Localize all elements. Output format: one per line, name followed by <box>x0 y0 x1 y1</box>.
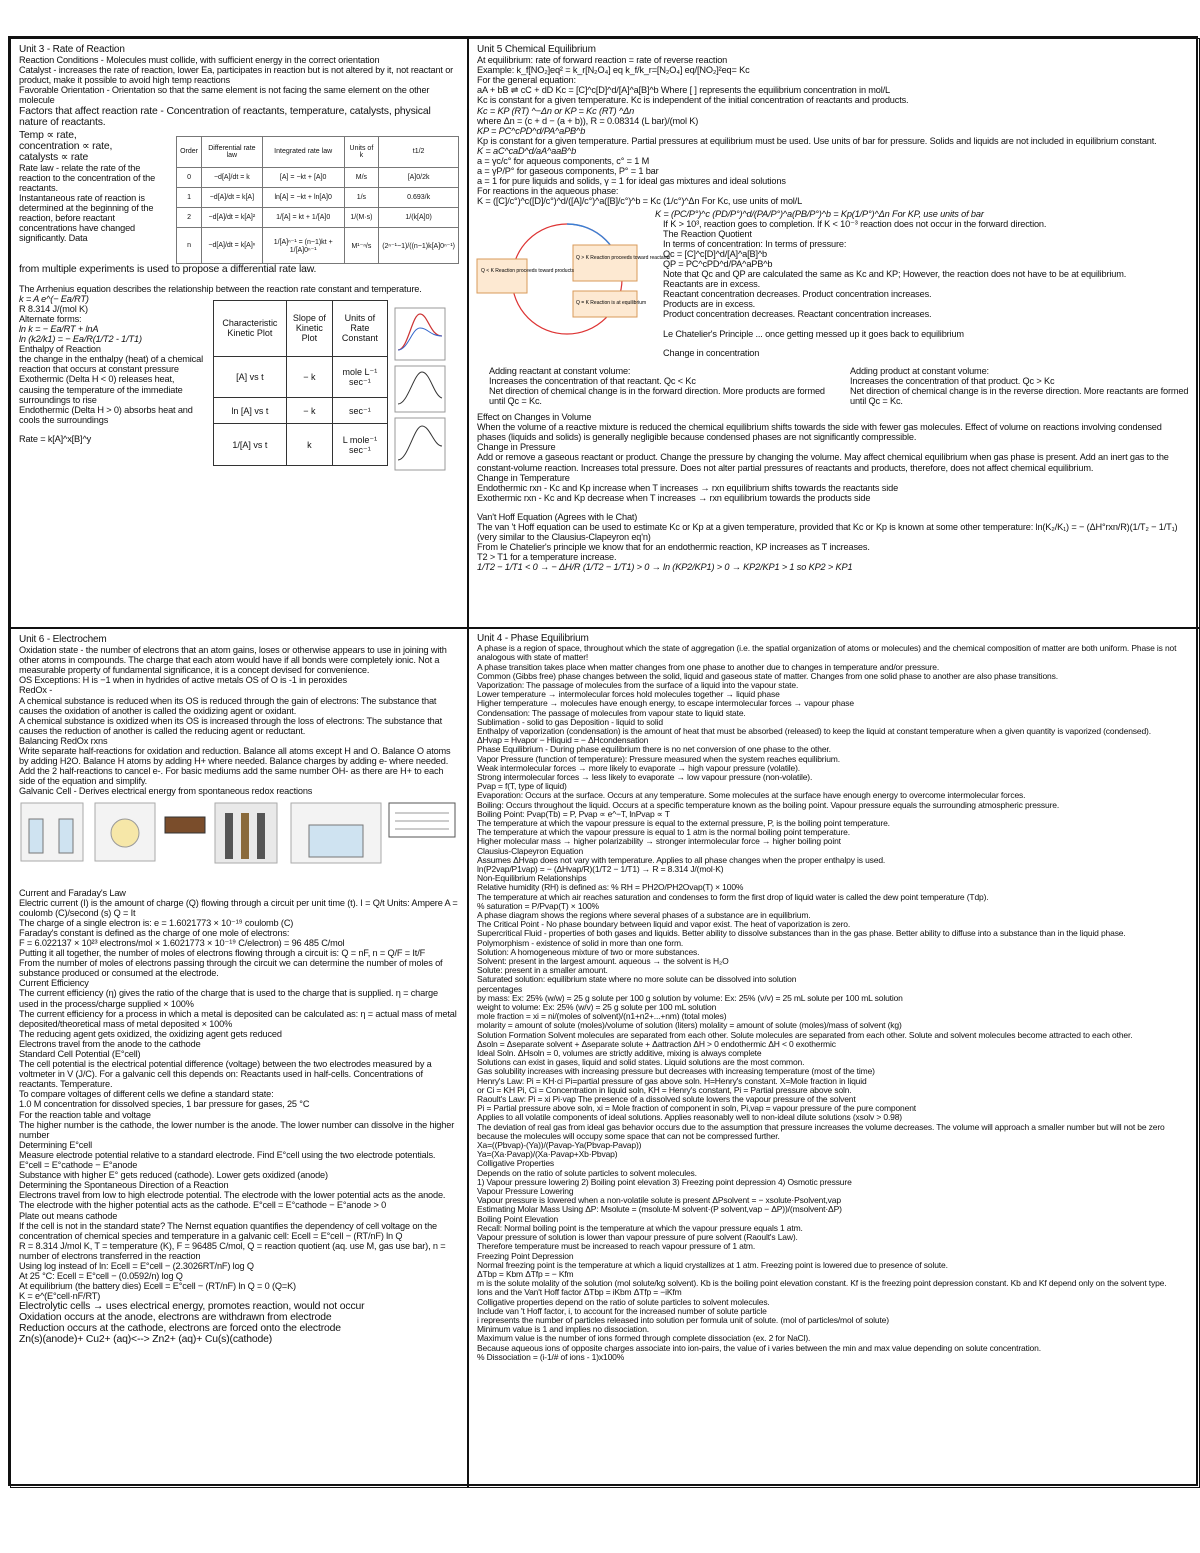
text-line: The higher number is the cathode, the lower number is the anode. The lower number can dissolve in the higher number <box>19 1119 455 1140</box>
table-header: Slope of Kinetic Plot <box>286 300 332 357</box>
text-line: QP = PC^cPD^d/PA^aPB^b <box>663 258 773 269</box>
text-line: Product concentration decreases. Reactant concentration increases. <box>663 309 932 320</box>
text-line: A phase is a region of space, throughout which the state of aggregation (i.e. the spatial organization of atoms or molecules) and the chemical composition of matter are both uniform. Phase is not analogous with state of matter! <box>477 643 1177 663</box>
text-line: Estimating Molar Mass Using ΔP: Msolute = (msolute·M solvent·(P solvent,vap − ΔP))/(msolvent·ΔP) <box>477 1204 842 1215</box>
text-line: Change in Pressure <box>477 442 556 453</box>
text-line: Common (Gibbs free) phase changes between the solid, liquid and gaseous state of matter. Changes from one solid phase to another are also phase transitions. <box>477 670 1058 681</box>
text-line: Recall: Normal boiling point is the temperature at which the vapour pressure equals 1 atm. <box>477 1222 803 1233</box>
text-line: For the general equation: <box>477 75 576 86</box>
table-row <box>177 208 459 228</box>
formula: k = A e^(− Ea/RT) <box>19 293 89 304</box>
text-line: Effect on Changes in Volume <box>477 412 592 423</box>
text-line: The van 't Hoff equation can be used to estimate Kc or Kp at a given temperature, provided that Kc or Kp is known at some other temperature: ln(K₂/K₁) = − (ΔH°rxn/R)(1/T₂ − 1/T₁) (very similar to the Clausius-Clapeyron eq'n) <box>477 522 1178 543</box>
table-cell: [A]0/2k <box>379 168 459 188</box>
table-header: t1/2 <box>379 136 459 168</box>
text-line: Δsoln = Δseparate solvent + Δseparate solute + Δattraction ΔH > 0 endothermic ΔH < 0 exothermic <box>477 1038 836 1049</box>
text-line: Net direction of chemical change is in the reverse direction. More reactants are formed until Qc = Kc. <box>850 385 1189 406</box>
text-line: Electrons travel from low to high electrode potential. The electrode with the lower potential acts as the anode. The electrode with the higher potential acts as the cathode. E°cell = E°cathode − E°anode > 0 <box>19 1190 446 1211</box>
text-line: ΔHvap = Hvapor − Hliquid = − ΔHcondensation <box>477 735 649 746</box>
text-line: weight to volume: Ex: 25% (w/v) = 25 g solute per 100 mL solution <box>477 1002 717 1013</box>
text-line: The current efficiency for a process in which a metal is deposited can be calculated as: η = actual mass of metal deposited/theoretical mass of metal deposited × 100% <box>19 1008 457 1029</box>
text-line: Favorable Orientation - Orientation so that the same element is not facing the same element on the other molecule <box>19 85 430 106</box>
text-line: ΔTbp = Kbm ΔTfp = − Kfm <box>477 1268 574 1279</box>
table-cell: k <box>286 424 332 465</box>
text-line: Electrolytic cells → uses electrical energy, promotes reaction, would not occur <box>19 1301 365 1313</box>
text-line: nature of reactants. <box>19 116 106 128</box>
text-line: the change in the enthalpy (heat) of a chemical reaction that occurs at constant pressure <box>19 354 203 375</box>
text-line: For reactions in the aqueous phase: <box>477 186 619 197</box>
table-header: Units of Rate Constant <box>332 300 387 357</box>
text-line: Note that Qc and QP are calculated the same as Kc and KP; However, the reaction does not have to be at equilibrium. <box>663 269 1127 280</box>
unit4-panel <box>468 628 1200 1488</box>
table-header: Units of k <box>344 136 379 168</box>
text-line: Qc = [C]^c[D]^d/[A]^a[B]^b <box>663 248 767 259</box>
formula: ln (k2/k1) = − Ea/R(1/T2 - 1/T1) <box>19 334 142 345</box>
text-line: Exothermic (Delta H < 0) releases heat, causing the temperature of the immediate surroundings to rise <box>19 374 183 405</box>
text-line: At 25 °C: Ecell = E°cell − (0.0592/n) log Q <box>19 1271 183 1282</box>
text-line: percentages <box>477 983 523 994</box>
text-line: Endothermic rxn - Kc and Kp increase when T increases → rxn equilibrium shifts towards the reactants side <box>477 482 899 493</box>
text-line: The temperature at which the vapour pressure is equal to the external pressure, P, is the boiling point temperature. <box>477 817 890 828</box>
table-cell: M/s <box>344 168 379 188</box>
text-line: Solution: A homogeneous mixture of two or more substances. <box>477 946 700 957</box>
text-line: Solution Formation Solvent molecules are separated from each other. Solute molecules are separated from each other. Solute and solvent molecules become attracted to each other. <box>477 1029 1133 1040</box>
table-cell: −d[A]/dt = k[A] <box>202 188 263 208</box>
rate-law: Rate = k[A]^x[B]^y <box>19 433 92 444</box>
text-line: Maximum value is the number of ions formed through complete dissociation (ex. 2 for NaCl). <box>477 1333 811 1344</box>
text-line: Minimum value is 1 and implies no dissociation. <box>477 1324 650 1335</box>
text-line: When the volume of a reactive mixture is reduced the chemical equilibrium shifts towards the side with fewer gas molecules. Effect of volume on reactions involving condensed phases (liquids and solids) is generally negligible because condensed phases are not significantly compressible. <box>477 422 1162 443</box>
text-line: Temp ∝ rate, <box>19 129 77 141</box>
text-line: Higher temperature → molecules have enough energy, to escape intermolecular forces → vapour phase <box>477 698 854 709</box>
text-line: by mass: Ex: 25% (w/w) = 25 g solute per 100 g solution by volume: Ex: 25% (v/v) = 25 mL solute per 100 mL solution <box>477 992 903 1003</box>
text-line: a = γP/P° for gaseous components, P° = 1 bar <box>477 166 659 177</box>
text-line: Weak intermolecular forces → more likely to evaporate → high vapour pressure (volatile). <box>477 762 801 773</box>
text-line: Change in Temperature <box>477 472 570 483</box>
text-line: At equilibrium (the battery dies) Ecell = E°cell − (RT/nF) ln Q = 0 (Q=K) <box>19 1281 296 1292</box>
text-line: Le Chatelier's Principle ... once getting messed up it goes back to equilibrium <box>663 328 964 339</box>
table-header: Integrated rate law <box>262 136 344 168</box>
table-cell: −d[A]/dt = k <box>202 168 263 188</box>
diagram-box-3-text: Q = K Reaction is at equilibrium <box>576 299 647 306</box>
text-line: Polymorphism - existence of solid in more than one form. <box>477 937 684 948</box>
text-line: Write separate half-reactions for oxidation and reduction. Balance all atoms except H and O. Balance O atoms by adding H2O. Balance H atoms by adding H+ where needed. Balance charges by adding e- where needed. Add the 2 half-reactions to cancel e-. For basic mediums add the same number OH- as there are H+ to each side of the equation and simplify. <box>19 746 451 787</box>
text-line: concentration ∝ rate, <box>19 140 113 152</box>
text-line: Net direction of chemical change is in the forward direction. More products are formed until Qc = Kc. <box>489 385 825 406</box>
text-line: A phase diagram shows the regions where several phases of a substance are in equilibrium. <box>477 909 811 920</box>
text-line: Solute: present in a smaller amount. <box>477 965 608 976</box>
text-line: Rate law - relate the rate of the reaction to the concentration of the reactants. <box>19 162 156 193</box>
text-line: mole fraction = xi = ni/(moles of solvent)/(n1+n2+...+nm) (total moles) <box>477 1011 727 1022</box>
text-line: i represents the number of particles released into solution per formula unit of solute. (mol of particles/mol of solute) <box>477 1314 889 1325</box>
unit4-title: Unit 4 - Phase Equilibrium <box>477 633 589 644</box>
text-line: The current efficiency (η) gives the ratio of the charge that is used to the charge that is supplied. η = charge used in the process/charge supplied × 100% <box>19 988 438 1009</box>
text-line: Plate out means cathode <box>19 1210 118 1221</box>
text-line: Substance with higher E° gets reduced (cathode). Lower gets oxidized (anode) <box>19 1170 328 1181</box>
text-line: Xa=((Pbvap)-(Ya))/(Pavap-Ya(Pbvap-Pavap)) <box>477 1140 642 1151</box>
text-line: The cell potential is the electrical potential difference (voltage) between the two electrodes measured by a voltmeter in V (J/C). For a galvanic cell this depends on: Reactants used in half-cells. Concentrations of reactants. Temperature. <box>19 1059 432 1090</box>
text-line: Determining the Spontaneous Direction of a Reaction <box>19 1180 229 1191</box>
galvanic-cell-figures <box>19 799 459 869</box>
text-line: Raoult's Law: Pi = xi Pi·vap The presence of a dissolved solute lowers the vapour pressure of the solvent <box>477 1094 856 1105</box>
cheat-sheet <box>8 36 1198 1486</box>
text-line: The deviation of real gas from ideal gas behavior occurs due to the assumption that pressure increases the volume decreases. The volume will approach a smaller number but will not be zero because the molecules will occupy some space that can not be compressed further. <box>477 1121 1165 1141</box>
text-line: Van't Hoff Equation (Agrees with le Chat) <box>477 511 638 522</box>
text-line: Therefore temperature must be increased to reach vapour pressure of 1 atm. <box>477 1241 756 1252</box>
table-header: Order <box>177 136 202 168</box>
text-line: Boiling Point: Pvap(Tb) = P, Pvap ∝ e^−T, lnPvap ∝ T <box>477 808 670 819</box>
text-line: Vapour pressure is lowered when a non-volatile solute is present ΔPsolvent = − xsolute·Psolvent,vap <box>477 1195 841 1206</box>
text-line: A chemical substance is reduced when its OS is reduced through the gain of electrons: The substance that causes the oxidation of another is called the oxidizing agent or oxidant. <box>19 695 437 716</box>
text-line: Lower temperature → intermolecular forces hold molecules together → liquid phase <box>477 689 780 700</box>
text-line: Example: k_f[NO₂]eq² = k_r[N₂O₄] eq k_f/k_r=[N₂O₄] eq/[NO₂]²eq= Kc <box>477 65 750 76</box>
text-line: Add or remove a gaseous reactant or product. Change the pressure by changing the volume. May affect chemical equilibrium when gas phase is present. Add an inert gas to the constant-volume reaction. Increases total pressure. Does not alter partial pressures of reactants and products, therefore, does not affect chemical equilibrium. <box>477 452 1169 473</box>
text-line: Electric current (I) is the amount of charge (Q) flowing through a circuit per unit time (t). I = Q/t Units: Ampere A = coulomb (C)/second (s) Q = It <box>19 897 458 918</box>
text-line: Enthalpy of Reaction <box>19 344 101 355</box>
text-line: Higher molecular mass → higher polarizability → stronger intermolecular force → higher boiling point <box>477 836 841 847</box>
text-line: Ya=(Xa·Pavap)/(Xa·Pavap+Xb·Pbvap) <box>477 1149 618 1160</box>
table-cell: 1 <box>177 188 202 208</box>
unit5-title: Unit 5 Chemical Equilibrium <box>477 44 596 55</box>
text-line: Measure electrode potential relative to a standard electrode. Find E°cell using the two electrode potentials. E°cell = E°cathode − E°anode <box>19 1149 436 1171</box>
text-line: From le Chatelier's principle we know that for an endothermic reaction, KP increases as T increases. <box>477 542 870 553</box>
text-line: Using log instead of ln: Ecell = E°cell − (2.3026RT/nF) log Q <box>19 1260 254 1271</box>
diagram-box-2-text: Q > K Reaction proceeds toward reactants <box>576 254 671 261</box>
text-line: Endothermic (Delta H > 0) absorbs heat and cools the surroundings <box>19 404 193 425</box>
text-line: Vapour pressure of solution is lower than vapour pressure of pure solvent (Raoult's Law). <box>477 1232 798 1243</box>
table-cell: ln[A] = −kt + ln[A]0 <box>262 188 344 208</box>
text-line: Ideal Soln. ΔHsoln = 0, volumes are strictly additive, mixing is always complete <box>477 1048 762 1059</box>
table-cell: [A] = −kt + [A]0 <box>262 168 344 188</box>
text-line: Boiling Point Elevation <box>477 1213 559 1224</box>
text-line: Reactants are in excess. <box>663 279 761 290</box>
text-line: catalysts ∝ rate <box>19 151 89 163</box>
text-line: Include van 't Hoff factor, i, to account for the increased number of solute particle <box>477 1305 767 1316</box>
unit4-text <box>477 644 1191 1362</box>
table-cell: 1/s <box>344 188 379 208</box>
text-line: Depends on the ratio of solute particles to solvent molecules. <box>477 1167 697 1178</box>
text-line: Adding product at constant volume: <box>850 365 989 376</box>
text-line: Current Efficiency <box>19 978 89 989</box>
text-line: Relative humidity (RH) is defined as: % RH = PH2O/PH2Ovap(T) × 100% <box>477 882 744 893</box>
text-line: If K > 10³, reaction goes to completion. If K < 10⁻³ reaction does not occur in the forward direction. <box>663 218 1047 229</box>
text-line: Galvanic Cell - Derives electrical energy from spontaneous redox reactions <box>19 786 313 797</box>
table-row <box>214 424 388 465</box>
text-line: where Δn = (c + d − (a + b)), R = 0.08314 (L bar)/(mol K) <box>477 115 699 126</box>
text-line: At equilibrium: rate of forward reaction = rate of reverse reaction <box>477 55 728 66</box>
text-line: a = 1 for pure liquids and solids, γ = 1 for ideal gas mixtures and ideal solutions <box>477 176 786 187</box>
text-line: Reactant concentration decreases. Product concentration increases. <box>663 289 932 300</box>
text-line: Determining E°cell <box>19 1139 92 1150</box>
text-line: A chemical substance is oxidized when its OS is increased through the loss of electrons: The substance that causes the reduction of another is called the reducing agent or reductant. <box>19 715 442 736</box>
unit5-panel <box>468 38 1200 628</box>
formula: KP = PC^cPD^d/PA^aPB^b <box>477 125 586 136</box>
text-line: Normal freezing point is the temperature at which a liquid crystallizes at 1 atm. Freezing point is lowered due to presence of solute. <box>477 1259 948 1270</box>
text-line: Strong intermolecular forces → less likely to evaporate → low vapour pressure (non-volatile). <box>477 771 813 782</box>
text-line: Enthalpy of vaporization (condensation) is the amount of heat that must be absorbed (released) to keep the liquid at constant temperature when a given quantity is vaporized (condensed). <box>477 725 1151 736</box>
table-cell: 1/[A]ⁿ⁻¹ = (n−1)kt + 1/[A]0ⁿ⁻¹ <box>262 228 344 263</box>
text-line: Change in concentration <box>663 347 760 358</box>
table-row <box>214 357 388 398</box>
text-line: Kc is constant for a given temperature. Kc is independent of the initial concentration of reactants and products. <box>477 95 909 106</box>
text-line: K = ([C]/c°)^c([D]/c°)^d/([A]/c°)^a([B]/c°)^b = Kc (1/c°)^Δn For Kc, use units of mol/L <box>477 196 803 207</box>
text-line: Assumes ΔHvap does not vary with temperature. Applies to all phase changes when the proper enthalpy is used. <box>477 854 886 865</box>
text-line: Clausius-Clapeyron Equation <box>477 845 584 856</box>
text-line: OS Exceptions: H is −1 when in hydrides of active metals OS of O is -1 in peroxides <box>19 675 347 686</box>
text-line: Vapor Pressure (function of temperature): Pressure measured when the system reaches equilibrium. <box>477 753 840 764</box>
table-cell: n <box>177 228 202 263</box>
text-line: Ions and the Van't Hoff factor ΔTbp = iKbm ΔTfp = −iKfm <box>477 1287 682 1298</box>
table-row <box>177 228 459 263</box>
text-line: % saturation = P/Pvap(T) × 100% <box>477 900 599 911</box>
table-row <box>177 168 459 188</box>
energy-diagram-figure <box>394 306 446 474</box>
text-line: Products are in excess. <box>663 299 756 310</box>
text-line: The Reaction Quotient <box>663 228 752 239</box>
table-cell: 1/(M·s) <box>344 208 379 228</box>
text-line: Current and Faraday's Law <box>19 887 126 898</box>
text-line: To compare voltages of different cells we define a standard state: <box>19 1089 274 1100</box>
table-cell: − k <box>286 357 332 398</box>
text-line: Instantaneous rate of reaction is determined at the beginning of the reaction, before reactant concentrations have changed significantly. Data <box>19 192 154 244</box>
text-line: Because aqueous ions of opposite charges associate into ion-pairs, the value of i varies between the min and max value depending on solute concentration. <box>477 1342 1041 1353</box>
text-line: Electrons travel from the anode to the cathode <box>19 1038 201 1049</box>
text-line: Zn(s)(anode)+ Cu2+ (aq)<--> Zn2+ (aq)+ Cu(s)(cathode) <box>19 1334 273 1346</box>
table-cell: − k <box>286 398 332 424</box>
text-line: R = 8.314 J/mol K, T = temperature (K), F = 96485 C/mol, Q = reaction quotient (aq. use M, gas use bar), n = number of electrons transferred in the reaction <box>19 1240 446 1261</box>
text-line: or Ci = KH Pi, Ci = Concentration in liquid soln, KH = Henry's constant, Pi = Partial pressure above soln. <box>477 1084 852 1095</box>
unit6-panel <box>10 628 468 1488</box>
text-line: Faraday's constant is defined as the charge of one mole of electrons: <box>19 927 290 938</box>
text-line: Kp is constant for a given temperature. Partial pressures at equilibrium must be used. Use units of bar for pressure. Solids and liquids are not included in equilibrium constant. <box>477 135 1157 146</box>
text-line: 1) Vapour pressure lowering 2) Boiling point elevation 3) Freezing point depression 4) Osmotic pressure <box>477 1176 852 1187</box>
text-line: Boiling: Occurs throughout the liquid. Occurs at a specific temperature known as the boiling point. Vapour pressure equals the surrounding atmospheric pressure. <box>477 799 1060 810</box>
text-line: Non-Equilibrium Relationships <box>477 873 587 884</box>
text-line: Reaction Conditions - Molecules must collide, with sufficient energy in the correct orientation <box>19 55 380 66</box>
diagram-box-1-text: Q < K Reaction proceeds toward products <box>481 267 574 274</box>
table-cell: −d[A]/dt = k[A]² <box>202 208 263 228</box>
text-line: For the reaction table and voltage <box>19 1109 151 1120</box>
text-line: Catalyst - increases the rate of reaction, lower Ea, participates in reaction but is not altered by it, not reactant or product, make it possible to avoid high temp reactions <box>19 65 454 86</box>
formula: K = (PC/P°)^c (PD/P°)^d/(PA/P°)^a(PB/P°)^b = Kp(1/P°)^Δn For KP, use units of bar <box>655 208 984 219</box>
text-line: % Dissociation = (i-1/# of ions - 1)x100% <box>477 1351 625 1362</box>
text-line: The Arrhenius equation describes the relationship between the reaction rate constant and temperature. <box>19 283 422 294</box>
text-line: Increases the concentration of that reactant. Qc < Kc <box>489 375 696 386</box>
unit6-title: Unit 6 - Electrochem <box>19 634 107 645</box>
text-line: Solvent: present in the largest amount. aqueous → the solvent is H₂O <box>477 956 729 966</box>
text-line: The Critical Point - No phase boundary between liquid and vapor exist. The heat of vaporization is zero. <box>477 919 851 930</box>
table-header: Differential rate law <box>202 136 263 168</box>
table-cell: 1/[A] vs t <box>214 424 287 465</box>
table-cell: 2 <box>177 208 202 228</box>
text-line: Balancing RedOx rxns <box>19 735 108 746</box>
text-line: Applies to all volatile components of ideal solutions. Applies reasonably well to non-ideal dilute solutions (xsolv > 0.98) <box>477 1112 902 1123</box>
text-line: Supercritical Fluid - properties of both gases and liquids. Better ability to dissolve substances than in the gas phase. Better ability to diffuse into a substance than in the liquid phase. <box>477 928 1126 939</box>
text-line: Putting it all together, the number of moles of electrons flowing through a circuit is: Q = nF, n = Q/F = It/F <box>19 948 426 959</box>
text-line: K = e^(E°cell·nF/RT) <box>19 1291 101 1302</box>
text-line: T2 > T1 for a temperature increase. <box>477 552 617 563</box>
text-line: F = 6.022137 × 10²³ electrons/mol × 1.6021773 × 10⁻¹⁹ C/electron) = 96 485 C/mol <box>19 937 345 948</box>
text-line: Colligative Properties <box>477 1158 555 1169</box>
table-row <box>177 188 459 208</box>
text-line: from multiple experiments is used to propose a differential rate law. <box>19 263 317 275</box>
text-line: From the number of moles of electrons passing through the circuit we can determine the number of moles of substance produced or consumed at the electrode. <box>19 958 443 979</box>
text-line: Exothermic rxn - Kc and Kp decrease when T increases → rxn equilibrium towards the products side <box>477 492 871 503</box>
formula: K = aC^caD^d/aA^aaB^b <box>477 145 577 156</box>
text-line: RedOx - <box>19 685 53 696</box>
formula: Kc = KP (RT) ^−Δn or KP = Kc (RT) ^Δn <box>477 105 635 116</box>
unit3-panel <box>10 38 468 628</box>
table-cell: sec⁻¹ <box>332 398 387 424</box>
table-cell: (2ⁿ⁻¹−1)/((n−1)k[A]0ⁿ⁻¹) <box>379 228 459 263</box>
text-line: 1.0 M concentration for dissolved species, 1 bar pressure for gases, 25 °C <box>19 1099 310 1110</box>
table-cell: mole L⁻¹ sec⁻¹ <box>332 357 387 398</box>
text-line: Oxidation state - the number of electrons that an atom gains, loses or otherwise appears to use in joining with other atoms in compounds. The charge that each atom would have if all bonds were completely ionic. Not a measurable property of fundamental significance, it is a concept devised for convenience. <box>19 645 447 676</box>
table-header: Characteristic Kinetic Plot <box>214 300 287 357</box>
formula: 1/T2 − 1/T1 < 0 → − ΔH/R (1/T2 − 1/T1) > 0 → ln (KP2/KP1) > 0 → KP2/KP1 > 1 so KP2 > KP1 <box>477 562 853 573</box>
text-line: Standard Cell Potential (E°cell) <box>19 1049 141 1059</box>
text-line: Vaporization: The passage of molecules from the surface of a liquid into the vapour state. <box>477 679 799 690</box>
table-cell: 1/(k[A]0) <box>379 208 459 228</box>
table-cell: ln [A] vs t <box>214 398 287 424</box>
kinetic-plot-table <box>213 300 388 466</box>
text-line: Evaporation: Occurs at the surface. Occurs at any temperature. Some molecules at the surface have enough energy to overcome intermolecular forces. <box>477 790 1026 801</box>
text-line: Adding reactant at constant volume: <box>489 365 631 376</box>
text-line: Oxidation occurs at the anode, electrons are withdrawn from electrode <box>19 1312 332 1324</box>
text-line: A phase transition takes place when matter changes from one phase to another due to changes in temperature and/or pressure. <box>477 661 940 672</box>
text-line: Solutions can exist in gases, liquid and solid states. Liquid solutions are the most common. <box>477 1057 805 1068</box>
text-line: aA + bB ⇌ cC + dD Kc = [C]^c[D]^d/[A]^a[B]^b Where [ ] represents the equilibrium concentration in mol/L <box>477 85 891 96</box>
table-cell: 0 <box>177 168 202 188</box>
text-line: Gas solubility increases with increasing pressure but decreases with increasing temperature (most of the time) <box>477 1066 875 1077</box>
table-cell: M¹⁻ⁿ/s <box>344 228 379 263</box>
table-cell: 1/[A] = kt + 1/[A]0 <box>262 208 344 228</box>
text-line: In terms of concentration: In terms of pressure: <box>663 238 847 249</box>
text-line: m is the solute molality of the solution (mol solute/kg solvent). Kb is the boiling point elevation constant. Kf is the freezing point depression constant. Kb and Kf depend only on the solvent type. <box>477 1278 1167 1289</box>
text-line: The reducing agent gets oxidized, the oxidizing agent gets reduced <box>19 1028 282 1039</box>
table-row <box>214 398 388 424</box>
text-line: ln(P2vap/P1vap) = − (ΔHvap/R)(1/T2 − 1/T1) → R = 8.314 J/(mol·K) <box>477 863 724 874</box>
text-line: Sublimation - solid to gas Deposition - liquid to solid <box>477 716 663 727</box>
text-line: Pi = Partial pressure above soln, xi = Mole fraction of component in soln, Pi,vap = vapour pressure of the pure component <box>477 1103 916 1114</box>
text-line: Alternate forms: <box>19 313 82 324</box>
text-line: Saturated solution: equilibrium state where no more solute can be dissolved into solution <box>477 974 797 985</box>
reaction-quotient-diagram <box>477 209 671 349</box>
text-line: Vapour Pressure Lowering <box>477 1186 574 1197</box>
text-line: The temperature at which air reaches saturation and condenses to form the first drop of liquid water is called the dew point temperature (Tdp). <box>477 891 989 902</box>
text-line: R 8.314 J/(mol K) <box>19 303 88 314</box>
text-line: Freezing Point Depression <box>477 1250 574 1261</box>
text-line: molarity = amount of solute (moles)/volume of solution (liters) molality = amount of solute (moles)/mass of solvent (kg) <box>477 1020 902 1031</box>
text-line: Factors that affect reaction rate - Concentration of reactants, temperature, catalysts, physical <box>19 105 431 117</box>
table-cell: 0.693/k <box>379 188 459 208</box>
table-cell: L mole⁻¹ sec⁻¹ <box>332 424 387 465</box>
table-cell: [A] vs t <box>214 357 287 398</box>
text-line: Pvap = f(T, type of liquid) <box>477 781 567 792</box>
text-line: The charge of a single electron is: e = 1.6021773 × 10⁻¹⁹ coulomb (C) <box>19 917 294 928</box>
text-line: If the cell is not in the standard state? The Nernst equation quantifies the dependency of cell voltage on the concentration of chemical species and temperature in a galvanic cell: Ecell = E°cell − (RT/nF) ln Q <box>19 1220 437 1241</box>
text-line: Increases the concentration of that product. Qc > Kc <box>850 375 1055 386</box>
unit3-title: Unit 3 - Rate of Reaction <box>19 44 125 55</box>
text-line: Henry's Law: Pi = KH·ci Pi=partial pressure of gas above soln. H=Henry's constant. X=Mole fraction in liquid <box>477 1075 867 1086</box>
text-line: Colligative properties depend on the ratio of solute particles to solvent molecules. <box>477 1296 770 1307</box>
rate-law-table <box>176 136 459 264</box>
text-line: The temperature at which the vapour pressure is equal to 1 atm is the normal boiling point temperature. <box>477 827 850 838</box>
text-line: a = γc/c° for aqueous components, c° = 1 M <box>477 156 650 167</box>
text-line: Condensation: The passage of molecules from vapour state to liquid state. <box>477 707 746 718</box>
text-line: Reduction occurs at the cathode, electrons are forced onto the electrode <box>19 1323 341 1335</box>
text-line: Phase Equilibrium - During phase equilibrium there is no net conversion of one phase to the other. <box>477 744 831 755</box>
table-cell: −d[A]/dt = k[A]ⁿ <box>202 228 263 263</box>
formula: ln k = − Ea/RT + lnA <box>19 323 99 334</box>
